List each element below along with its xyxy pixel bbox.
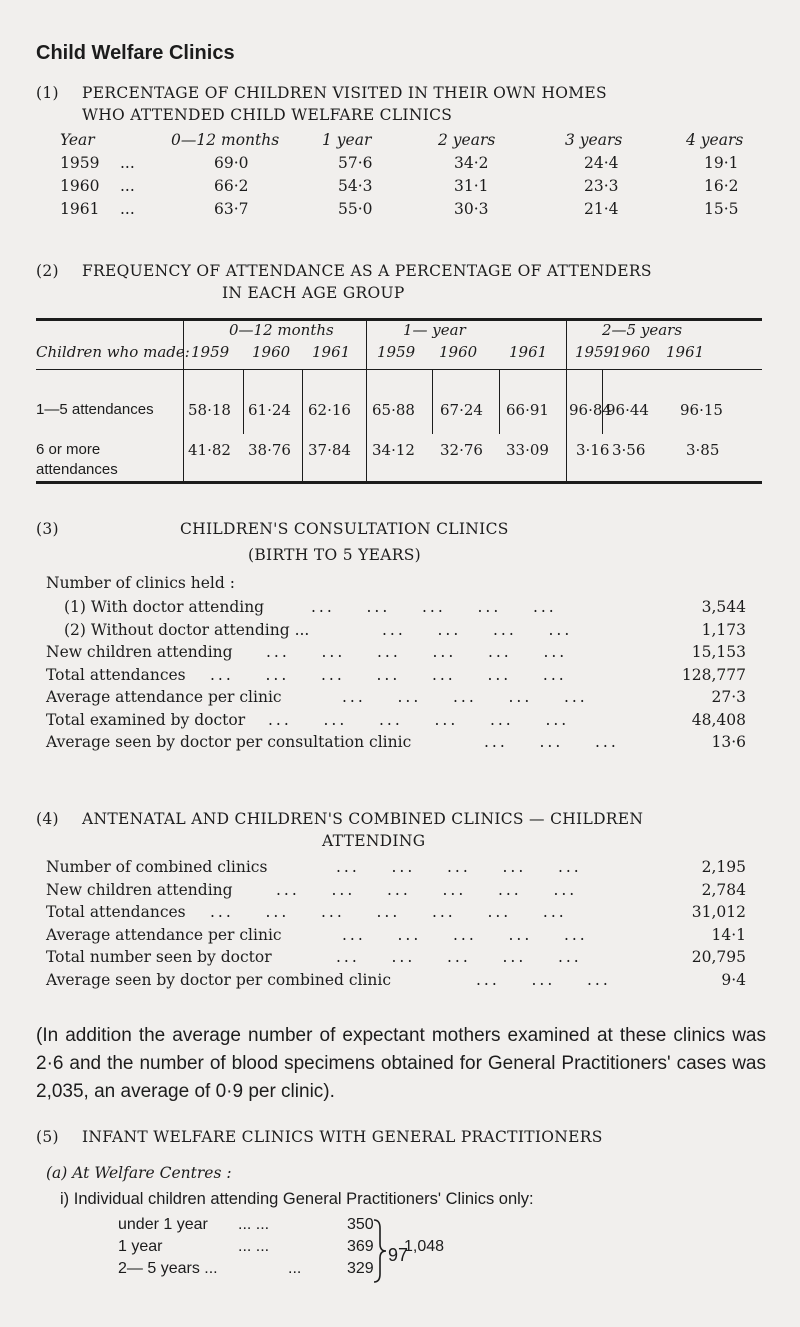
row-year: 1959 [60, 154, 100, 172]
table-bottom-rule-ext [682, 481, 762, 484]
column-divider [566, 318, 567, 484]
col-header-4y: 4 years [686, 131, 744, 149]
column-divider [302, 370, 303, 484]
cell: 19·1 [704, 154, 739, 172]
group-header: 2—5 years [602, 321, 683, 339]
year-header: 1959 [575, 343, 614, 361]
item-value: 27·3 [711, 688, 746, 706]
leader-dots: ... ... ... ... ... [336, 858, 582, 876]
cell: 34·2 [454, 154, 489, 172]
list-item [46, 688, 746, 711]
year-header: 1960 [612, 343, 651, 361]
cell: 66·91 [506, 401, 549, 419]
row-label-line2: attendances [36, 461, 118, 478]
year-header: 1960 [439, 343, 478, 361]
item-value: 2,784 [701, 880, 746, 899]
cell: 32·76 [440, 441, 483, 459]
row-label: 6 or more [36, 441, 101, 458]
section-2-heading: FREQUENCY OF ATTENDANCE AS A PERCENTAGE OF ATTENDERS [82, 262, 652, 280]
row-label: 1—5 attendances [36, 401, 154, 418]
item-value: 3,544 [701, 598, 746, 616]
page-number: 97 [388, 1245, 409, 1265]
item-label: 1 year [118, 1238, 163, 1255]
leader-dots: ... ... ... ... [382, 620, 573, 639]
column-divider [499, 370, 500, 434]
item-value: 14·1 [711, 925, 746, 944]
section-5-number: (5) [36, 1128, 59, 1146]
year-header: 1961 [666, 343, 705, 361]
table-bottom-rule [36, 481, 682, 484]
section-5-heading: INFANT WELFARE CLINICS WITH GENERAL PRACTITIONERS [82, 1128, 603, 1146]
item-label: Total number seen by doctor [46, 948, 272, 966]
table-top-rule [36, 318, 682, 321]
cell: 24·4 [584, 154, 619, 172]
item-value: 2,195 [701, 858, 746, 876]
table-header-rule [36, 369, 682, 370]
row-header-label: Children who made: [36, 343, 190, 361]
section-2-number: (2) [36, 262, 59, 280]
item-value: 329 [347, 1260, 374, 1277]
item-label: Total examined by doctor [46, 710, 246, 729]
col-header-2y: 2 years [438, 131, 496, 149]
list-item [46, 621, 746, 644]
section-1-heading-line2: WHO ATTENDED CHILD WELFARE CLINICS [82, 106, 453, 124]
note-paragraph: (In addition the average number of expectant mothers examined at these clinics was 2·6 and the number of blood specimens obtained for General Practitioners' cases was 2,035, an average of 0·9 per clinic). [36, 1025, 766, 1102]
item-label: Number of combined clinics [46, 858, 268, 876]
leader-dots: ... ... ... ... ... [311, 598, 557, 616]
leader-dots: ... ... ... ... ... ... ... [210, 665, 567, 684]
year-header: 1961 [312, 343, 351, 361]
section-3-heading-line2: (BIRTH TO 5 YEARS) [248, 546, 421, 564]
col-header-1y: 1 year [322, 131, 372, 149]
table-row [60, 177, 750, 200]
cell: 31·1 [454, 177, 489, 195]
list-item [46, 971, 746, 994]
row-year: 1961 [60, 200, 100, 218]
brace-total: 1,048 [404, 1238, 445, 1255]
row-year: 1960 [60, 177, 100, 195]
item-value: 20,795 [691, 948, 746, 966]
item-label: Average seen by doctor per combined clinic [46, 970, 392, 989]
col-header-0-12: 0—12 months [171, 131, 280, 149]
section-3-intro: Number of clinics held : [46, 574, 235, 592]
list-item [46, 948, 746, 971]
cell: 30·3 [454, 200, 489, 218]
group-header: 0—12 months [229, 321, 334, 339]
row-dots: ... [120, 200, 135, 218]
item-value: 31,012 [691, 903, 746, 921]
table-row [60, 200, 750, 223]
list-item [46, 926, 746, 949]
list-item [46, 881, 746, 904]
row-dots: ... [120, 177, 135, 195]
cell: 37·84 [308, 441, 351, 459]
leader-dots: ... ... ... ... ... ... [268, 710, 570, 729]
item-value: 1,173 [701, 620, 746, 639]
cell: 54·3 [338, 177, 373, 195]
item-label: Total attendances [46, 903, 186, 921]
cell: 96·44 [606, 401, 649, 419]
section-4-heading: ANTENATAL AND CHILDREN'S COMBINED CLINICS — CHILDREN [82, 810, 644, 828]
item-value: 48,408 [691, 710, 746, 729]
year-header: 1959 [191, 343, 230, 361]
cell: 63·7 [214, 200, 249, 218]
cell: 62·16 [308, 401, 351, 419]
item-label: (1) With doctor attending [64, 598, 265, 616]
item-value: 15,153 [691, 643, 746, 661]
cell: 38·76 [248, 441, 291, 459]
cell: 58·18 [188, 401, 231, 419]
list-item [46, 903, 746, 926]
list-item [46, 733, 746, 756]
leader-dots: ... ... [238, 1216, 270, 1233]
leader-dots: ... ... ... ... ... [336, 948, 582, 966]
item-label: (2) Without doctor attending ... [64, 620, 310, 639]
item-value: 9·4 [721, 970, 746, 989]
section-4-number: (4) [36, 810, 59, 828]
cell: 16·2 [704, 177, 739, 195]
cell: 3·56 [612, 441, 646, 459]
cell: 23·3 [584, 177, 619, 195]
item-label: New children attending [46, 880, 233, 899]
cell: 67·24 [440, 401, 483, 419]
year-header: 1961 [509, 343, 548, 361]
year-header: 1959 [377, 343, 416, 361]
list-item [46, 711, 746, 734]
item-value: 13·6 [711, 733, 746, 751]
col-header-year: Year [60, 131, 95, 149]
cell: 69·0 [214, 154, 249, 172]
leader-dots: ... [288, 1260, 302, 1277]
item-label: Average seen by doctor per consultation clinic [46, 733, 412, 751]
leader-dots: ... ... ... ... ... [342, 925, 588, 944]
cell: 66·2 [214, 177, 249, 195]
col-header-3y: 3 years [565, 131, 623, 149]
item-value: 128,777 [681, 665, 746, 684]
cell: 65·88 [372, 401, 415, 419]
cell: 55·0 [338, 200, 373, 218]
group-header: 1— year [403, 321, 466, 339]
cell: 34·12 [372, 441, 415, 459]
cell: 21·4 [584, 200, 619, 218]
section-3-heading: CHILDREN'S CONSULTATION CLINICS [180, 520, 509, 538]
cell: 61·24 [248, 401, 291, 419]
subsection-a: (a) At Welfare Centres : [46, 1164, 232, 1182]
item-label: Total attendances [46, 665, 186, 684]
item-value: 350 [347, 1216, 374, 1233]
leader-dots: ... ... ... ... ... [342, 688, 588, 706]
leader-dots: ... ... ... ... ... ... ... [210, 903, 567, 921]
leader-dots: ... ... ... ... ... ... [266, 643, 568, 661]
list-item [118, 1216, 458, 1238]
table-1 [60, 154, 750, 223]
item-label: under 1 year [118, 1216, 208, 1233]
list-item [46, 598, 746, 621]
item-label: New children attending [46, 643, 233, 661]
section-1-number: (1) [36, 84, 59, 102]
leader-dots: ... ... ... [484, 733, 619, 751]
section-4-heading-line2: ATTENDING [322, 832, 426, 850]
column-divider [432, 370, 433, 434]
table-header-rule-ext [682, 369, 762, 370]
cell: 96·84 [569, 401, 612, 419]
item-value: 369 [347, 1238, 374, 1255]
item-label: 2— 5 years ... [118, 1260, 218, 1277]
subsection-line: i) Individual children attending General Practitioners' Clinics only: [60, 1190, 534, 1208]
consultation-stats-list [46, 598, 746, 756]
cell: 57·6 [338, 154, 373, 172]
page-title: Child Welfare Clinics [36, 42, 235, 64]
leader-dots: ... ... ... ... ... ... [276, 880, 578, 899]
section-3-number: (3) [36, 520, 59, 538]
section-1-heading: PERCENTAGE OF CHILDREN VISITED IN THEIR OWN HOMES [82, 84, 607, 102]
column-divider [366, 318, 367, 484]
year-header: 1960 [252, 343, 291, 361]
cell: 15·5 [704, 200, 739, 218]
section-2-heading-line2: IN EACH AGE GROUP [222, 284, 405, 302]
row-dots: ... [120, 154, 135, 172]
cell: 3·16 [576, 441, 610, 459]
list-item [46, 643, 746, 666]
cell: 96·15 [680, 401, 723, 419]
cell: 3·85 [686, 441, 720, 459]
item-label: Average attendance per clinic [46, 688, 282, 706]
list-item [46, 666, 746, 689]
column-divider [243, 370, 244, 434]
list-item [46, 858, 746, 881]
cell: 41·82 [188, 441, 231, 459]
table-top-rule-ext [682, 318, 762, 321]
table-row [60, 154, 750, 177]
cell: 33·09 [506, 441, 549, 459]
leader-dots: ... ... ... [476, 970, 611, 989]
combined-clinics-list [46, 858, 746, 993]
leader-dots: ... ... [238, 1238, 270, 1255]
item-label: Average attendance per clinic [46, 925, 282, 944]
